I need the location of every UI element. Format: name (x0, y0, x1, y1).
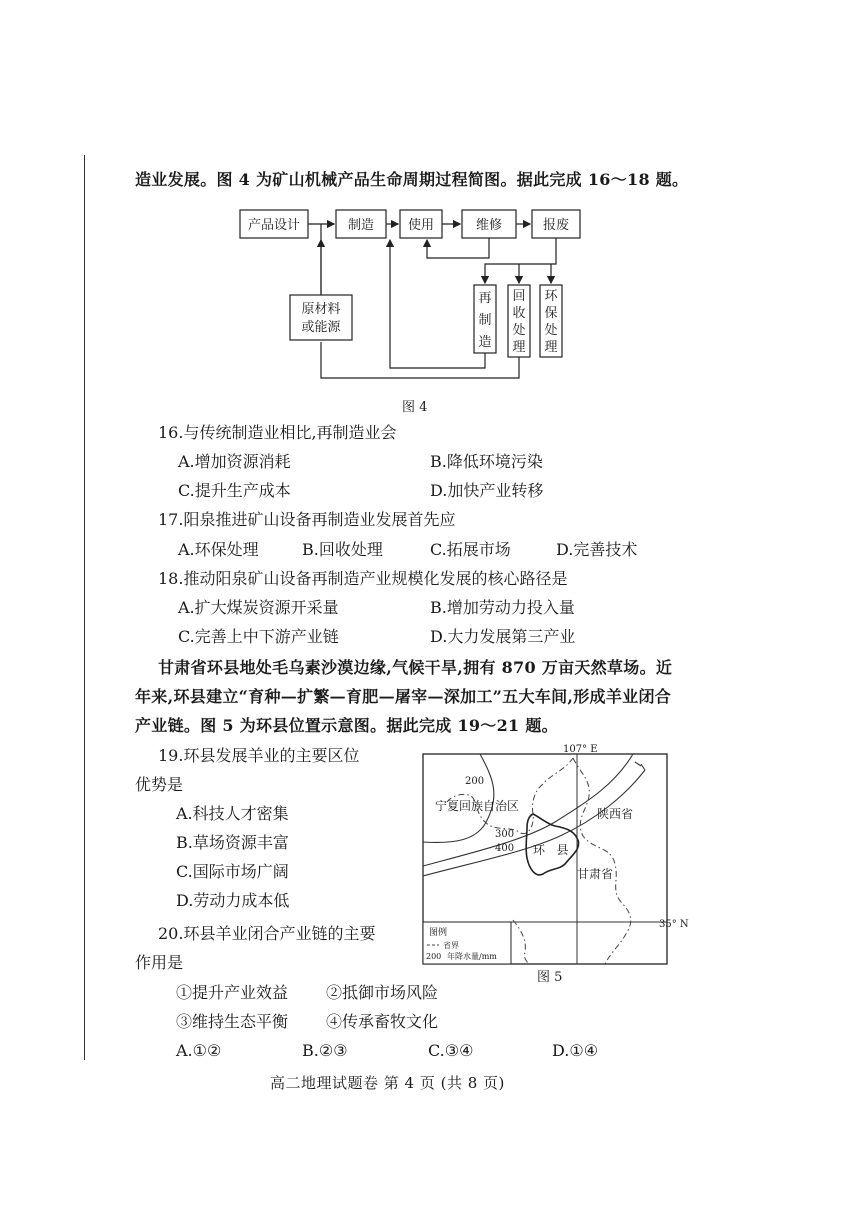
question-17-option-d[interactable]: D.完善技术 (556, 540, 638, 559)
box-reman-char: 再 (478, 291, 492, 306)
question-16-option-a[interactable]: A.增加资源消耗 (178, 452, 291, 471)
iso-200-label: 200 (465, 776, 485, 787)
box-scrap-label: 报废 (542, 218, 570, 233)
box-recycle-char: 收 (512, 306, 526, 321)
label-gansu: 甘肃省 (577, 867, 614, 881)
map-legend (423, 922, 511, 964)
question-16-stem: 16.与传统制造业相比,再制造业会 (158, 423, 397, 442)
lat-label: 35° N (659, 919, 689, 930)
question-19-option-b[interactable]: B.草场资源丰富 (176, 833, 289, 852)
question-17-stem: 17.阳泉推进矿山设备再制造业发展首先应 (158, 510, 456, 529)
province-border-shaanxi (573, 758, 634, 964)
box-recycle-char: 理 (512, 340, 526, 355)
box-raw-label-2: 或能源 (301, 320, 341, 335)
box-reman-char: 造 (478, 335, 492, 350)
question-19-stem-line-2: 优势是 (135, 775, 184, 794)
intro-paragraph-2-line-2: 年来,环县建立“育种—扩繁—育肥—屠宰—深加工”五大车间,形成羊业闭合 (135, 687, 672, 706)
figure-5-caption: 图 5 (537, 970, 563, 985)
label-shaanxi: 陕西省 (597, 807, 634, 821)
legend-border-label: 省界 (443, 941, 459, 950)
box-repair-label: 维修 (475, 218, 503, 233)
question-16-option-b[interactable]: B.降低环境污染 (430, 452, 543, 471)
box-env-char: 环 (544, 289, 558, 304)
legend-iso-value: 200 (426, 952, 442, 961)
figure-4-caption: 图 4 (402, 400, 428, 415)
question-19-option-c[interactable]: C.国际市场广阔 (176, 862, 289, 881)
box-env-char: 保 (544, 306, 558, 321)
question-20-item-1: ①提升产业效益 (176, 983, 289, 1002)
question-20-item-3: ③维持生态平衡 (176, 1012, 289, 1031)
page-footer: 高二地理试题卷 第 4 页 (共 8 页) (270, 1074, 505, 1092)
question-18-stem: 18.推动阳泉矿山设备再制造产业规模化发展的核心路径是 (158, 569, 568, 588)
question-19-option-d[interactable]: D.劳动力成本低 (176, 891, 290, 910)
legend-title: 图例 (429, 928, 448, 938)
box-env-char: 理 (544, 340, 558, 355)
question-20-option-d[interactable]: D.①④ (552, 1041, 599, 1060)
box-use-label: 使用 (407, 218, 435, 233)
question-20-option-b[interactable]: B.②③ (302, 1041, 348, 1060)
question-20-option-a[interactable]: A.①② (176, 1041, 222, 1060)
question-17-option-c[interactable]: C.拓展市场 (430, 540, 511, 559)
question-20-stem-line-2: 作用是 (135, 953, 184, 972)
question-17-option-a[interactable]: A.环保处理 (178, 540, 259, 559)
question-20-stem-line-1: 20.环县羊业闭合产业链的主要 (158, 924, 376, 943)
question-17-option-b[interactable]: B.回收处理 (302, 540, 383, 559)
binding-margin-line (84, 155, 85, 1060)
iso-300-label: 300 (495, 829, 515, 840)
box-design-label: 产品设计 (247, 218, 301, 233)
intro-paragraph-1: 造业发展。图 4 为矿山机械产品生命周期过程简图。据此完成 16～18 题。 (135, 170, 689, 189)
question-19-option-a[interactable]: A.科技人才密集 (176, 804, 289, 823)
question-18-option-b[interactable]: B.增加劳动力投入量 (430, 598, 575, 617)
box-reman-char: 制 (478, 313, 492, 328)
box-manufacture-label: 制造 (347, 218, 375, 233)
isohyet-400 (423, 770, 645, 876)
question-18-option-a[interactable]: A.扩大煤炭资源开采量 (178, 598, 339, 617)
question-16-option-d[interactable]: D.加快产业转移 (430, 481, 544, 500)
intro-paragraph-2-line-1: 甘肃省环县地处毛乌素沙漠边缘,气候干旱,拥有 870 万亩天然草场。近 (158, 658, 673, 677)
iso-400-label: 400 (495, 843, 515, 854)
question-19-stem-line-1: 19.环县发展羊业的主要区位 (158, 746, 360, 765)
question-16-option-c[interactable]: C.提升生产成本 (178, 481, 291, 500)
question-20-option-c[interactable]: C.③④ (428, 1041, 474, 1060)
question-18-option-d[interactable]: D.大力发展第三产业 (430, 627, 576, 646)
label-ningxia: 宁夏回族自治区 (435, 799, 520, 813)
question-20-item-2: ②抵御市场风险 (326, 983, 439, 1002)
box-env-char: 处 (544, 323, 558, 338)
figure-4-flowchart (230, 200, 590, 410)
legend-iso-label: 年降水量/mm (447, 952, 497, 961)
label-huan-county: 环 县 (533, 843, 569, 857)
box-recycle-char: 回 (512, 289, 526, 304)
question-20-item-4: ④传承畜牧文化 (326, 1012, 439, 1031)
intro-paragraph-2-line-3: 产业链。图 5 为环县位置示意图。据此完成 19～21 题。 (135, 716, 558, 735)
box-raw-label-1: 原材料 (301, 302, 341, 317)
figure-5-map (415, 740, 705, 980)
lon-label: 107° E (563, 744, 598, 755)
question-18-option-c[interactable]: C.完善上中下游产业链 (178, 627, 339, 646)
box-recycle-char: 处 (512, 323, 526, 338)
